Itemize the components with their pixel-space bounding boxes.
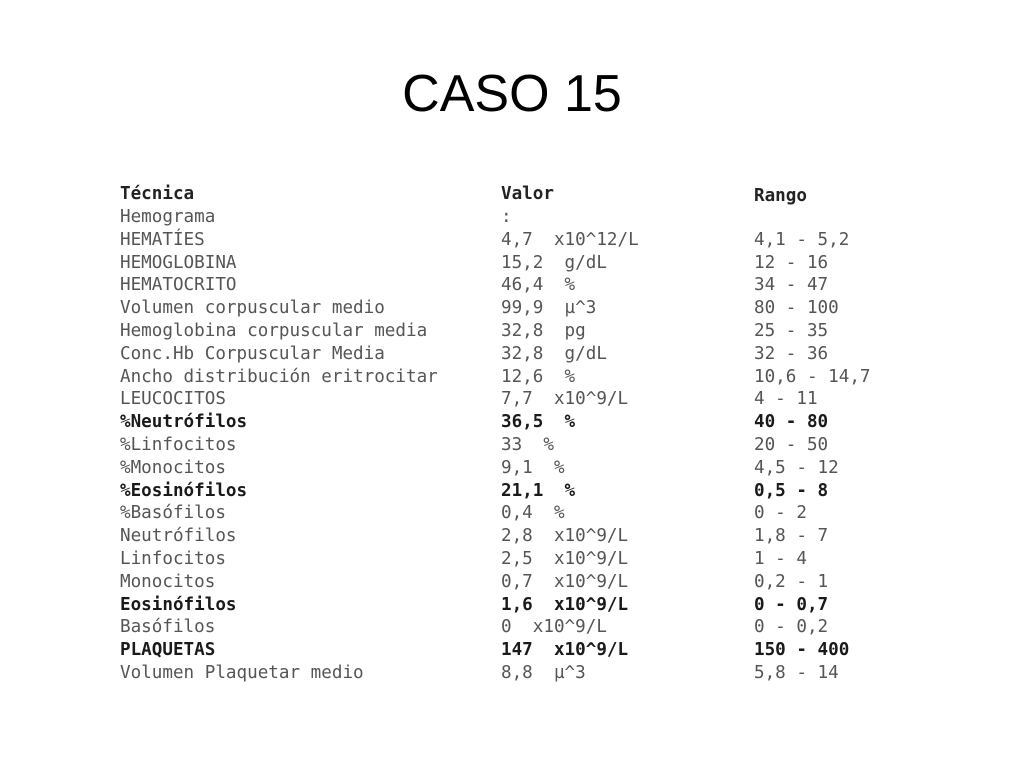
cell-tecnica: %Eosinófilos	[120, 480, 248, 501]
cell-valor: 8,8 µ^3	[501, 662, 586, 683]
cell-tecnica: LEUCOCITOS	[120, 389, 226, 410]
cell-valor: 2,5 x10^9/L	[501, 548, 629, 569]
cell-tecnica: Eosinófilos	[120, 594, 237, 615]
table-row	[120, 297, 920, 320]
cell-valor: :	[501, 207, 512, 227]
cell-tecnica: Neutrófilos	[120, 526, 237, 547]
cell-valor: 46,4 %	[501, 275, 576, 296]
cell-tecnica: Conc.Hb Corpuscular Media	[120, 343, 385, 364]
cell-tecnica: Volumen corpuscular medio	[120, 298, 385, 319]
table-row	[120, 571, 920, 594]
cell-rango: 1,8 - 7	[754, 526, 829, 547]
cell-tecnica: Linfocitos	[120, 548, 226, 569]
cell-tecnica: PLAQUETAS	[120, 640, 216, 661]
cell-rango: 0 - 0,2	[754, 617, 829, 638]
header-tecnica: Técnica	[120, 184, 195, 204]
table-header-row	[120, 182, 920, 206]
cell-rango: 4 - 11	[754, 389, 818, 410]
cell-tecnica: HEMATOCRITO	[120, 275, 237, 296]
table-body	[120, 206, 920, 685]
table-row	[120, 434, 920, 457]
cell-rango: 32 - 36	[754, 343, 829, 364]
table-row	[120, 274, 920, 297]
cell-valor: 36,5 %	[501, 412, 576, 433]
cell-rango: 4,5 - 12	[754, 457, 839, 478]
cell-tecnica: Hemoglobina corpuscular media	[120, 320, 428, 341]
table-row	[120, 229, 920, 252]
cell-rango: 1 - 4	[754, 548, 807, 569]
cell-rango: 4,1 - 5,2	[754, 229, 850, 250]
cell-tecnica: %Linfocitos	[120, 434, 237, 455]
header-valor: Valor	[501, 184, 554, 204]
table-row	[120, 457, 920, 480]
cell-rango: 0,2 - 1	[754, 571, 829, 592]
cell-tecnica: Ancho distribución eritrocitar	[120, 366, 438, 387]
table-row	[120, 388, 920, 411]
cell-tecnica: %Basófilos	[120, 503, 226, 524]
table-row	[120, 639, 920, 662]
cell-valor: 9,1 %	[501, 457, 565, 478]
table-row	[120, 366, 920, 389]
cell-valor: 0 x10^9/L	[501, 617, 607, 638]
table-row	[120, 548, 920, 571]
cell-rango: 80 - 100	[754, 298, 839, 319]
table-row	[120, 594, 920, 617]
table-row	[120, 411, 920, 434]
cell-valor: 2,8 x10^9/L	[501, 526, 629, 547]
table-row	[120, 343, 920, 366]
table-row	[120, 320, 920, 343]
cell-tecnica: %Monocitos	[120, 457, 226, 478]
table-row	[120, 502, 920, 525]
cell-valor: 15,2 g/dL	[501, 252, 607, 273]
table-row	[120, 525, 920, 548]
cell-valor: 1,6 x10^9/L	[501, 594, 629, 615]
cell-valor: 32,8 g/dL	[501, 343, 607, 364]
cell-valor: 0,7 x10^9/L	[501, 571, 629, 592]
cell-rango: 150 - 400	[754, 640, 850, 661]
cell-valor: 7,7 x10^9/L	[501, 389, 629, 410]
cell-rango: 34 - 47	[754, 275, 829, 296]
cell-valor: 0,4 %	[501, 503, 565, 524]
cell-rango: 0,5 - 8	[754, 480, 829, 501]
cell-tecnica: %Neutrófilos	[120, 412, 248, 433]
cell-valor: 33 %	[501, 434, 554, 455]
header-rango: Rango	[754, 186, 807, 206]
cell-tecnica: HEMOGLOBINA	[120, 252, 237, 273]
cell-rango: 25 - 35	[754, 320, 829, 341]
cell-valor: 12,6 %	[501, 366, 576, 387]
lab-results-table	[120, 182, 920, 685]
cell-tecnica: Volumen Plaquetar medio	[120, 662, 364, 683]
table-row	[120, 252, 920, 275]
cell-rango: 20 - 50	[754, 434, 829, 455]
cell-valor: 4,7 x10^12/L	[501, 229, 639, 250]
table-row	[120, 206, 920, 229]
cell-valor: 147 x10^9/L	[501, 640, 629, 661]
cell-rango: 0 - 2	[754, 503, 807, 524]
table-row	[120, 480, 920, 503]
cell-tecnica: Basófilos	[120, 617, 216, 638]
cell-tecnica: HEMATÍES	[120, 229, 205, 250]
table-row	[120, 616, 920, 639]
cell-valor: 21,1 %	[501, 480, 576, 501]
cell-rango: 10,6 - 14,7	[754, 366, 871, 387]
cell-valor: 99,9 µ^3	[501, 298, 597, 319]
cell-rango: 40 - 80	[754, 412, 829, 433]
cell-tecnica: Hemograma	[120, 207, 216, 227]
cell-tecnica: Monocitos	[120, 571, 216, 592]
cell-rango: 0 - 0,7	[754, 594, 829, 615]
cell-valor: 32,8 pg	[501, 320, 586, 341]
cell-rango: 12 - 16	[754, 252, 829, 273]
table-row	[120, 662, 920, 685]
cell-rango: 5,8 - 14	[754, 662, 839, 683]
slide-title: CASO 15	[402, 65, 622, 123]
